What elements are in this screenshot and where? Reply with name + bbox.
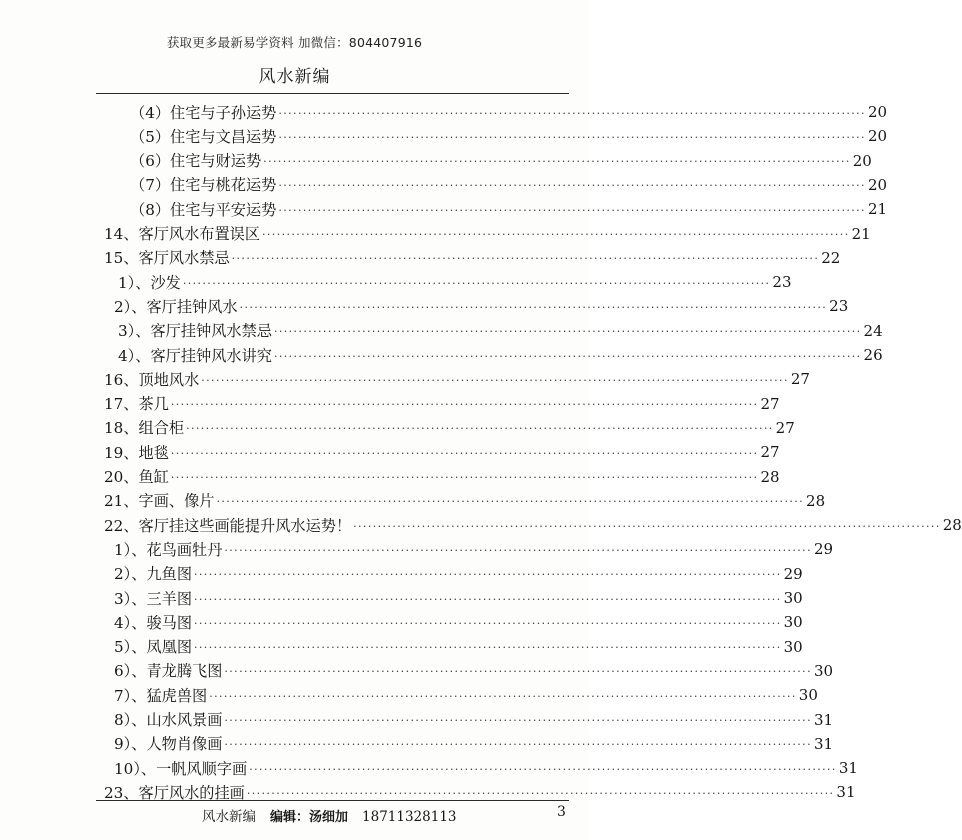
toc-entry [114, 733, 834, 755]
toc-leader-dots: ························································································································ [186, 422, 774, 436]
toc-leader-dots: ························································································································ [216, 495, 805, 509]
toc-entry-page: 20 [867, 127, 888, 146]
toc-entry-page: 20 [852, 151, 872, 170]
toc-entry [114, 295, 849, 317]
toc-entry-title: 4）、骏马图 [114, 613, 193, 632]
toc-entry-title: 3）、三羊图 [114, 589, 193, 608]
footer-rule [96, 800, 569, 801]
toc-leader-dots: ························································································································ [224, 665, 812, 679]
toc-entry [114, 538, 834, 560]
toc-entry-title: （4）住宅与子孙运势 [130, 103, 277, 122]
toc-entry-page: 27 [760, 394, 780, 413]
toc-entry-title: 1）、花鸟画牡丹 [114, 540, 223, 559]
toc-leader-dots: ························································································································ [170, 471, 759, 484]
toc-leader-dots: ························································································································ [273, 349, 862, 363]
header-rule [96, 93, 569, 94]
toc-entry-title: 9）、人物肖像画 [114, 735, 223, 754]
toc-entry [130, 174, 888, 196]
footer-phone: 18711328113 [362, 809, 457, 825]
toc-entry [104, 514, 962, 536]
toc-entry [104, 247, 841, 269]
footer [202, 805, 457, 825]
toc-entry-page: 20 [867, 103, 888, 121]
toc-entry-title: 15、客厅风水禁忌 [104, 249, 230, 268]
toc-entry [130, 125, 888, 147]
toc-entry-page: 30 [783, 589, 803, 607]
toc-entry-page: 26 [863, 346, 883, 364]
toc-leader-dots: ························································································································ [194, 592, 782, 606]
toc-entry [104, 441, 780, 463]
toc-leader-dots: ························································································································ [278, 130, 866, 144]
toc-entry-page: 30 [783, 637, 803, 656]
toc-entry-page: 30 [798, 686, 818, 705]
toc-entry-page: 31 [836, 783, 856, 802]
toc-entry-page: 31 [838, 759, 858, 778]
toc-entry [130, 101, 888, 123]
toc-entry-page: 27 [790, 370, 810, 389]
toc-entry-page: 31 [813, 734, 834, 753]
toc-leader-dots: ························································································································ [201, 373, 789, 387]
toc-entry-title: 20、鱼缸 [104, 468, 169, 486]
toc-entry-page: 30 [813, 661, 834, 680]
toc-entry [114, 636, 803, 658]
toc-entry-title: 5）、凤凰图 [114, 638, 193, 657]
toc-entry-title: 3）、客厅挂钟风水禁忌 [118, 322, 272, 341]
toc-entry-title: 4）、客厅挂钟风水讲究 [118, 346, 272, 365]
toc-leader-dots: ························································································································ [231, 252, 820, 266]
toc-leader-dots: ························································································································ [194, 568, 782, 582]
toc-entry-title: 14、客厅风水布置误区 [104, 225, 261, 243]
toc-entry-page: 23 [772, 273, 792, 292]
toc-leader-dots: ························································································································ [209, 689, 797, 703]
toc-entry-title: 10）、一帆风顺字画 [114, 759, 248, 778]
toc-entry-page: 31 [813, 710, 834, 729]
toc-leader-dots: ························································································································ [246, 786, 835, 800]
toc-entry [114, 684, 818, 706]
toc-entry-page: 29 [813, 540, 834, 559]
toc-entry-page: 28 [806, 491, 826, 510]
toc-entry [104, 466, 780, 488]
toc-entry-title: （7）住宅与桃花运势 [130, 176, 277, 195]
toc-entry [114, 563, 803, 585]
toc-leader-dots: ························································································································ [353, 519, 941, 533]
toc-entry [104, 368, 810, 390]
toc-entry-page: 21 [867, 200, 888, 219]
toc-entry [104, 223, 871, 245]
toc-leader-dots: ························································································································ [278, 106, 866, 120]
toc-entry-title: （5）住宅与文昌运势 [130, 127, 277, 146]
toc-entry-page: 30 [783, 613, 803, 632]
toc-entry-title: （8）住宅与平安运势 [130, 200, 277, 219]
toc-entry-page: 20 [867, 175, 888, 194]
toc-leader-dots: ························································································································ [278, 203, 866, 217]
toc-leader-dots: ························································································································ [194, 641, 782, 655]
toc-entry-page: 22 [821, 248, 841, 267]
toc-entry-title: 2）、九鱼图 [114, 565, 193, 584]
toc-entry-page: 24 [863, 321, 883, 340]
toc-entry-page: 23 [829, 297, 849, 316]
toc-entry-page: 27 [775, 418, 795, 437]
toc-entry-title: 16、顶地风水 [104, 370, 200, 389]
header-title: 风水新编 [258, 67, 331, 87]
toc-entry-title: 8）、山水风景画 [114, 711, 223, 729]
toc-entry [104, 393, 780, 415]
toc-leader-dots: ························································································································ [224, 738, 812, 752]
toc-leader-dots: ························································································································ [194, 616, 782, 630]
footer-book-title: 风水新编 [202, 809, 256, 825]
toc-entry-page: 21 [851, 224, 871, 243]
footer-editor: 编辑：汤细加 [270, 810, 349, 825]
toc-entry-title: 18、组合柜 [104, 419, 185, 438]
toc-entry-title: 17、茶几 [104, 395, 169, 414]
toc-entry [114, 587, 803, 609]
toc-leader-dots: ························································································································ [182, 276, 771, 290]
toc-entry [114, 611, 803, 633]
toc-entry-title: 2）、客厅挂钟风水 [114, 297, 238, 316]
toc-entry [114, 660, 834, 682]
toc-leader-dots: ························································································································ [278, 179, 866, 193]
toc-entry-title: 7）、猛虎兽图 [114, 686, 208, 705]
toc-entry [114, 709, 834, 731]
toc-entry-page: 28 [942, 516, 962, 535]
toc-leader-dots: ························································································································ [262, 228, 850, 241]
toc-leader-dots: ························································································································ [249, 762, 837, 776]
toc-entry-page: 27 [760, 443, 780, 462]
toc-entry-title: 1）、沙发 [118, 273, 181, 292]
toc-entry-title: 23、客厅风水的挂画 [104, 783, 245, 802]
page-number: 3 [557, 804, 566, 820]
toc-entry-page: 29 [783, 564, 803, 583]
toc-entry [130, 198, 888, 220]
toc-entry [118, 344, 883, 366]
top-note: 获取更多最新易学资料 加微信：804407916 [166, 35, 423, 50]
toc-leader-dots: ························································································································ [273, 325, 862, 339]
toc-entry-title: 19、地毯 [104, 443, 169, 462]
toc-entry [118, 320, 883, 342]
toc-entry-title: 21、字画、像片 [104, 492, 215, 511]
toc-entry [118, 271, 792, 293]
toc-leader-dots: ························································································································ [170, 398, 759, 412]
toc-entry [104, 490, 826, 512]
toc-entry-title: 22、客厅挂这些画能提升风水运势！ [104, 516, 352, 535]
toc-entry-title: 6）、青龙腾飞图 [114, 662, 223, 681]
toc-entry-page: 28 [760, 467, 780, 486]
toc-leader-dots: ························································································································ [224, 543, 812, 557]
toc-entry-title: （6）住宅与财运势 [130, 152, 262, 171]
toc-entry [104, 417, 795, 439]
toc-leader-dots: ························································································································ [263, 155, 851, 169]
toc-entry [130, 150, 872, 172]
toc-entry [114, 757, 858, 779]
toc-leader-dots: ························································································································ [224, 714, 812, 727]
toc-leader-dots: ························································································································ [239, 300, 828, 314]
toc-leader-dots: ························································································································ [170, 446, 759, 460]
